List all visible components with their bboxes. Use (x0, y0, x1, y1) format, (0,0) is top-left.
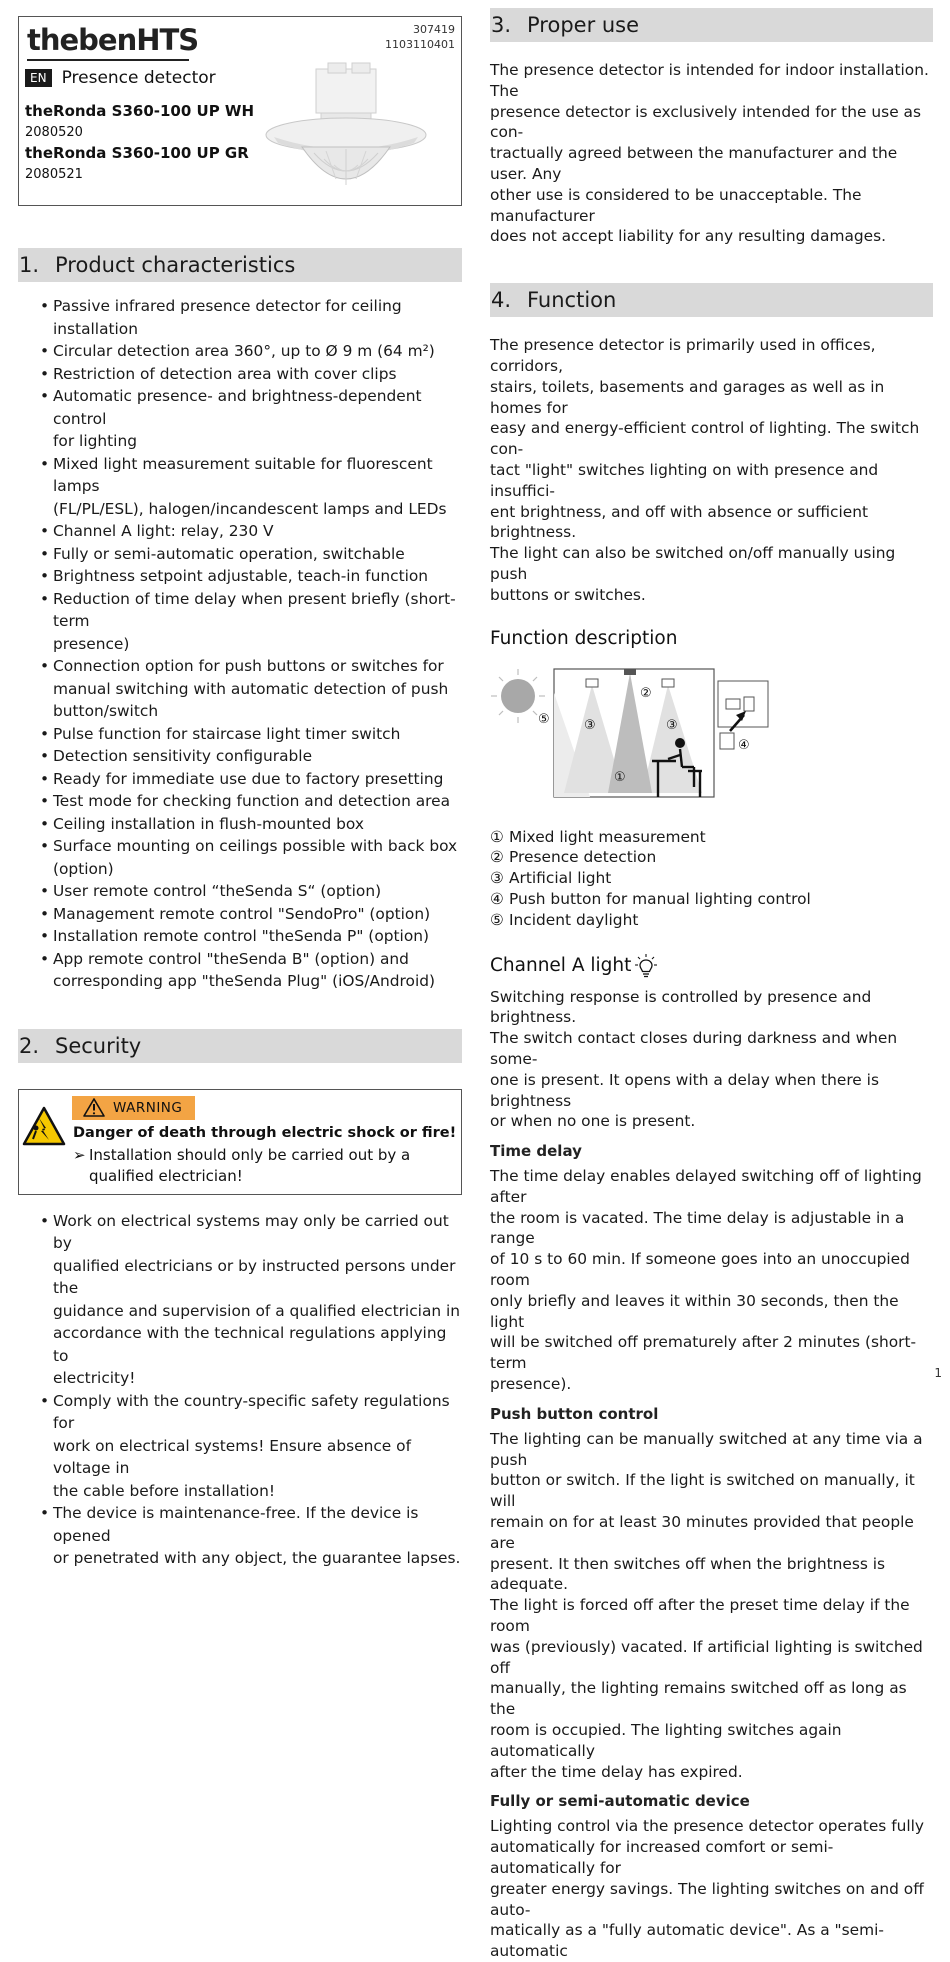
warning-triangle-icon (83, 1098, 105, 1117)
list-item: • Management remote control "SendoPro" (option) (18, 903, 462, 926)
list-item: • Mixed light measurement suitable for fluorescent lamps (FL/PL/ESL), halogen/incandescent lamps and LEDs (18, 453, 462, 521)
text-line: automatically for increased comfort or semi-automatically for (490, 1838, 834, 1877)
list-item: • Circular detection area 360°, up to Ø 9 m (64 m²) (18, 340, 462, 363)
text-line: manually, the lighting remains switched off as long as the (490, 1679, 907, 1719)
text-line: stairs, toilets, basements and garages as well as in homes for (490, 377, 885, 417)
diagram-marker: ④ (738, 737, 750, 753)
list-item: • Brightness setpoint adjustable, teach-in function (18, 565, 462, 588)
list-item: • User remote control “theSenda S“ (option) (18, 880, 462, 903)
legend-marker: ② (490, 848, 504, 867)
list-item: • Installation remote control "theSenda P" (option) (18, 925, 462, 948)
text-line: one is present. It opens with a delay when there is brightness (490, 1070, 879, 1110)
text-line: easy and energy-efficient control of lighting. The switch con- (490, 419, 920, 459)
arrow-bullet-icon: ➢ (73, 1145, 86, 1164)
list-item: • Pulse function for staircase light timer switch (18, 723, 462, 746)
diagram-marker: ③ (584, 717, 596, 733)
legend-text: Push button for manual lighting control (509, 889, 811, 908)
list-item: • Test mode for checking function and detection area (18, 790, 462, 813)
document-title: Presence detector (61, 68, 216, 88)
product-article-number: 2080520 (25, 125, 83, 140)
section-title: Product characteristics (55, 253, 296, 277)
light-bulb-icon (635, 953, 657, 979)
section-number: 1. (19, 253, 40, 277)
language-row (25, 68, 216, 88)
push-button-icon (720, 733, 734, 749)
legend-marker: ④ (490, 889, 504, 908)
function-description-heading: Function description (490, 627, 678, 649)
text-line: presence detector is exclusively intended for the use as con- (490, 102, 922, 142)
left-column (18, 16, 462, 1570)
text-line: the room is vacated. The time delay is adjustable in a range (490, 1208, 905, 1248)
text-line: only briefly and leaves it within 30 seconds, then the light (490, 1291, 899, 1331)
legend-marker: ① (490, 827, 504, 846)
list-item: • Surface mounting on ceilings possible with back box (option) (18, 835, 462, 880)
text-line: will be switched off prematurely after 2 minutes (short-term (490, 1333, 917, 1373)
sun-icon (491, 669, 545, 723)
list-item: • Reduction of time delay when present briefly (short-term presence) (18, 588, 462, 656)
text-line: The presence detector is primarily used in offices, corridors, (490, 336, 876, 375)
list-item: • Ceiling installation in flush-mounted box (18, 813, 462, 836)
text-line: room is occupied. The lighting switches again automatically (490, 1721, 842, 1760)
legend-text: Artificial light (509, 869, 612, 888)
text-line: after the time delay has expired. (490, 1762, 743, 1781)
section-title: Function (527, 288, 617, 313)
list-item: • Fully or semi-automatic operation, switchable (18, 543, 462, 566)
product-model: theRonda S360-100 UP GR (25, 144, 249, 162)
language-badge: EN (25, 69, 52, 87)
list-item: • The device is maintenance-free. If the device is opened or penetrated with any object, the guarantee lapses. (18, 1502, 462, 1570)
section-number: 3. (491, 13, 512, 37)
detector-icon (624, 669, 636, 675)
text-line: remain on for at least 30 minutes provided that people are (490, 1513, 914, 1552)
list-item: • Work on electrical systems may only be carried out by qualified electricians or by instructed persons under the guidance and supervision of a qualified electrician in accordance with the technical regulations applying to electricity! (18, 1210, 462, 1390)
document-numbers (385, 22, 455, 52)
section-number: 2. (19, 1033, 40, 1058)
text-line: Lighting control via the presence detector operates fully (490, 1817, 925, 1836)
text-line: ent brightness, and off with absence or sufficient brightness. (490, 502, 868, 542)
section-title: Proper use (527, 13, 640, 37)
list-item: • App remote control "theSenda B" (option) and corresponding app "theSenda Plug" (iOS/Android) (18, 948, 462, 993)
text-line: buttons or switches. (490, 585, 646, 604)
text-line: The light is forced off after the preset time delay if the room (490, 1596, 910, 1636)
legend-marker: ③ (490, 869, 504, 888)
text-line: of 10 s to 60 min. If someone goes into an unoccupied room (490, 1250, 910, 1290)
section-heading-security (18, 1029, 462, 1063)
section-heading-proper-use (490, 8, 933, 42)
diagram-marker: ⑤ (538, 711, 550, 727)
legend-item (490, 847, 933, 868)
page-number: 1 (934, 1366, 942, 1380)
text-line: Switching response is controlled by presence and brightness. (490, 987, 872, 1027)
warning-box (18, 1089, 462, 1195)
function-description-diagram (490, 663, 780, 813)
text-line: button or switch. If the light is switched on manually, it will (490, 1471, 915, 1511)
product-article-number: 2080521 (25, 167, 83, 182)
logo-underline (27, 59, 189, 61)
legend-marker: ⑤ (490, 910, 504, 929)
product-characteristics-list (18, 295, 462, 993)
time-delay-heading: Time delay (490, 1142, 582, 1161)
document-header (18, 16, 462, 206)
function-text (490, 335, 933, 605)
legend-item (490, 827, 933, 848)
text-line: other use is considered to be unacceptable. The manufacturer (490, 185, 862, 225)
push-button-heading: Push button control (490, 1404, 659, 1423)
automatic-device-heading: Fully or semi-automatic device (490, 1792, 750, 1811)
brand-logo: thebenHTS (27, 23, 199, 57)
diagram-marker: ① (614, 769, 626, 785)
text-line: The switch contact closes during darkness and when some- (490, 1029, 898, 1068)
section-heading-function (490, 283, 933, 317)
text-line: matically as a "fully automatic device". As a "semi-automatic (490, 1921, 884, 1961)
diagram-marker: ② (640, 685, 652, 701)
text-line: does not accept liability for any resulting damages. (490, 227, 887, 246)
text-line: tact "light" switches lighting on with presence and insuffici- (490, 460, 879, 500)
list-item: • Comply with the country-specific safety regulations for work on electrical systems! Ensure absence of voltage in the cable before installation! (18, 1390, 462, 1503)
list-item: • Connection option for push buttons or switches for manual switching with automatic detection of push button/switch (18, 655, 462, 723)
text-line: The light can also be switched on/off manually using push (490, 544, 896, 583)
text-line: or when no one is present. (490, 1112, 696, 1131)
push-button-text (490, 1429, 933, 1783)
text-line: The lighting can be manually switched at any time via a push (490, 1429, 923, 1469)
text-line: presence). (490, 1375, 572, 1394)
right-column (490, 8, 933, 1962)
revision-number: 1103110401 (385, 38, 455, 51)
channel-a-text (490, 987, 933, 1133)
text-line: tractually agreed between the manufacturer and the user. Any (490, 144, 898, 183)
doc-number: 307419 (413, 23, 455, 36)
list-item: • Automatic presence- and brightness-dependent control for lighting (18, 385, 462, 453)
legend-item (490, 889, 933, 910)
product-model: theRonda S360-100 UP WH (25, 102, 255, 120)
section-number: 4. (491, 288, 512, 313)
list-item: • Restriction of detection area with cover clips (18, 363, 462, 386)
legend-item (490, 910, 933, 931)
security-list (18, 1210, 462, 1570)
legend-text: Mixed light measurement (509, 827, 706, 846)
warning-tag (72, 1096, 195, 1120)
section-heading-product-characteristics (18, 248, 462, 282)
diagram-legend (490, 827, 933, 931)
text-line: was (previously) vacated. If artificial lighting is switched off (490, 1637, 923, 1677)
legend-text: Incident daylight (509, 910, 639, 929)
automatic-device-text (490, 1816, 933, 1962)
presence-detector-image (264, 61, 449, 201)
text-line: present. It then switches off when the brightness is adequate. (490, 1554, 886, 1594)
diagram-marker: ③ (666, 717, 678, 733)
warning-label: WARNING (113, 1099, 183, 1116)
text-line: The presence detector is intended for indoor installation. The (490, 61, 929, 100)
list-item: • Detection sensitivity configurable (18, 745, 462, 768)
electric-shock-warning-icon (22, 1106, 66, 1146)
time-delay-text (490, 1166, 933, 1395)
warning-instruction: ➢ Installation should only be carried out by a qualified electrician! (73, 1145, 411, 1185)
channel-a-heading: Channel A light (490, 953, 933, 979)
text-line: The time delay enables delayed switching off of lighting after (490, 1167, 922, 1206)
text-line: greater energy savings. The lighting switches on and off auto- (490, 1879, 924, 1919)
warning-danger-text: Danger of death through electric shock or fire! (73, 1124, 457, 1141)
proper-use-text (490, 60, 933, 247)
legend-text: Presence detection (509, 848, 657, 867)
list-item: • Passive infrared presence detector for ceiling installation (18, 295, 462, 340)
list-item: • Channel A light: relay, 230 V (18, 520, 462, 543)
legend-item (490, 868, 933, 889)
section-title: Security (55, 1033, 142, 1058)
list-item: • Ready for immediate use due to factory presetting (18, 768, 462, 791)
